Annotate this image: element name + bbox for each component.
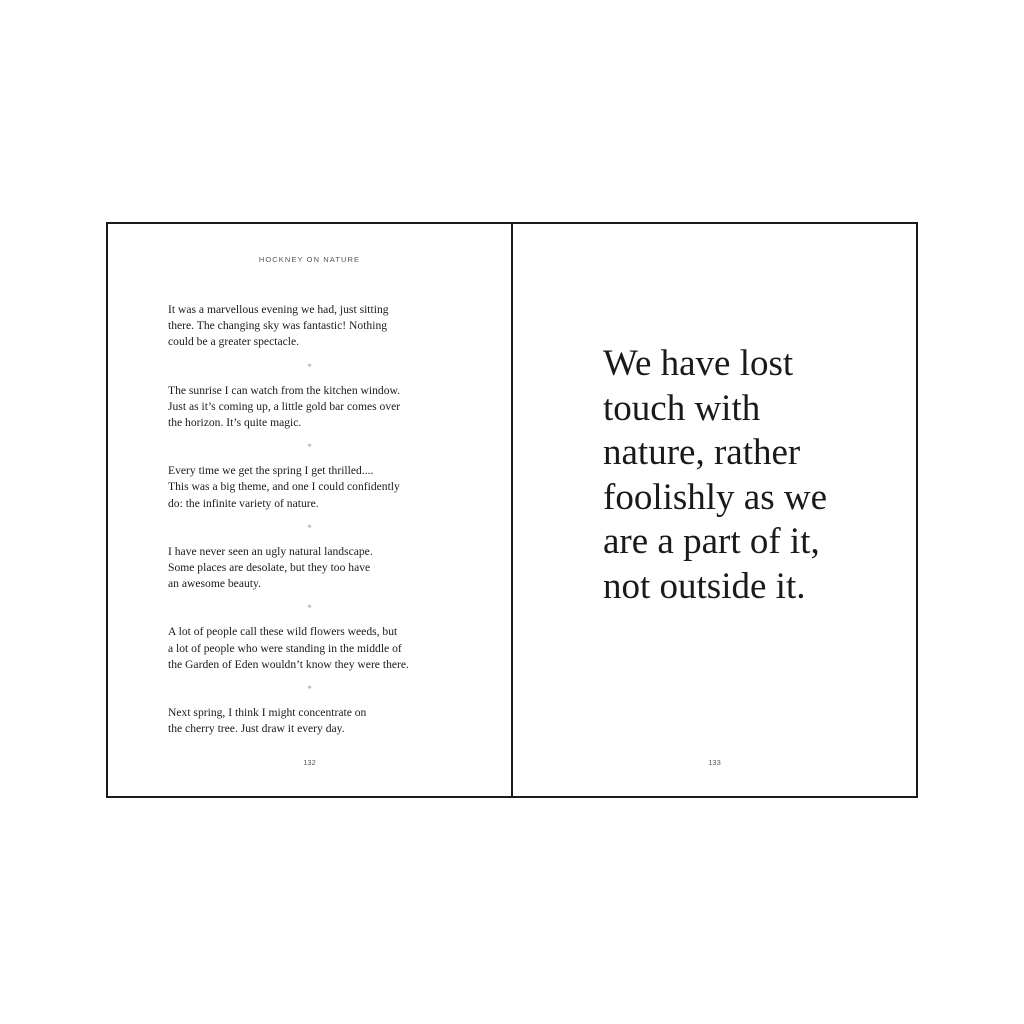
page-number-left: 132 bbox=[303, 758, 316, 767]
entry-text: Every time we get the spring I get thrilled.... This was a big theme, and one I could confidently do: the infinite variety of nature. bbox=[168, 464, 400, 510]
right-page bbox=[513, 224, 916, 796]
entry-text: A lot of people call these wild flowers weeds, but a lot of people who were standing in the middle of the Garden of Eden wouldn’t know they were there. bbox=[168, 625, 409, 671]
asterisk-separator: * bbox=[307, 684, 312, 695]
asterisk-separator: * bbox=[307, 361, 312, 372]
entries-list bbox=[168, 302, 468, 737]
asterisk-separator: * bbox=[307, 442, 312, 453]
page-number-right: 133 bbox=[708, 758, 721, 767]
asterisk-separator: * bbox=[307, 603, 312, 614]
left-page bbox=[108, 224, 511, 796]
entry-text: I have never seen an ugly natural landscape. Some places are desolate, but they too have an awesome beauty. bbox=[168, 544, 373, 591]
book-spread bbox=[106, 222, 918, 798]
pull-quote: We have lost touch with nature, rather foolishly as we are a part of it, not outside it. bbox=[603, 343, 828, 607]
entry-text: Next spring, I think I might concentrate on the cherry tree. Just draw it every day. bbox=[168, 706, 367, 736]
entry-text: The sunrise I can watch from the kitchen window. Just as it’s coming up, a little gold bar comes over the horizon. It’s quite magic. bbox=[168, 383, 401, 430]
running-head: HOCKNEY ON NATURE bbox=[258, 255, 361, 264]
asterisk-separator: * bbox=[307, 522, 312, 533]
entry-text: It was a marvellous evening we had, just sitting there. The changing sky was fantastic! Nothing could be a greater spectacle. bbox=[168, 303, 389, 349]
